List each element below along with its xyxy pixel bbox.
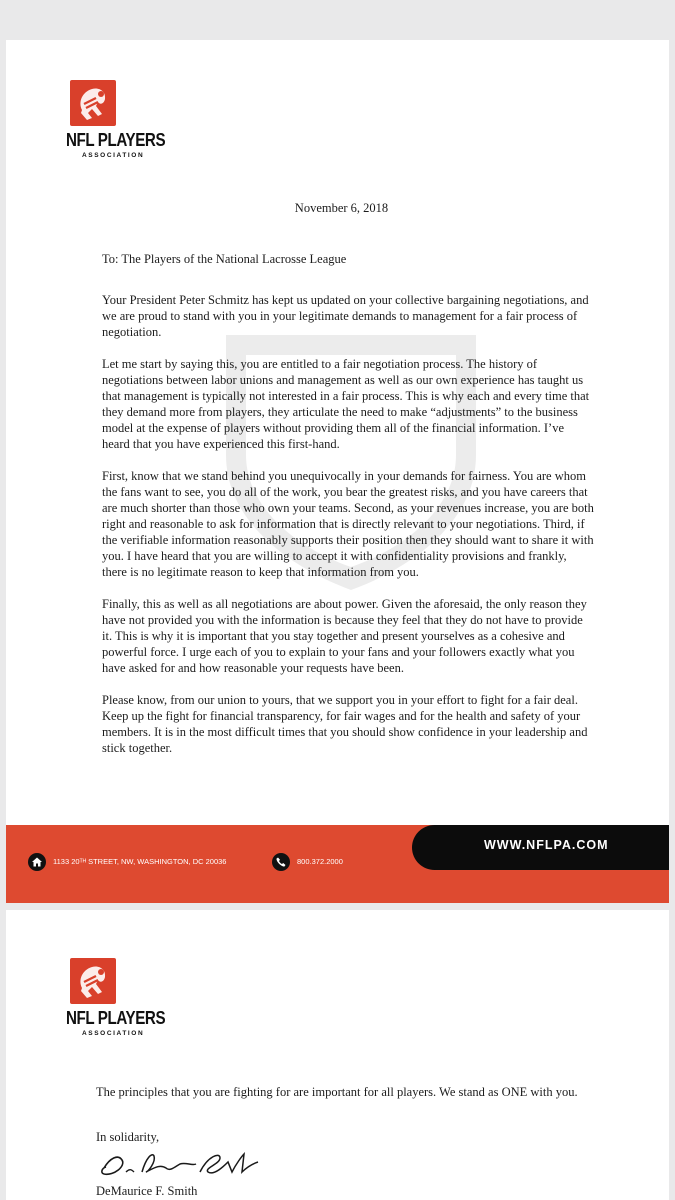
closing-paragraph: The principles that you are fighting for are important for all players. We stand as ONE with you.	[96, 1085, 578, 1099]
football-player-logo-icon	[70, 80, 116, 126]
phone-icon	[272, 853, 290, 871]
logo-text-association: ASSOCIATION	[82, 1030, 145, 1037]
paragraph: Let me start by saying this, you are entitled to a fair negotiation process. The history of negotiations between labor unions and management as well as our own experience has taught us that management is typically not interested in a fair process. This is why each and every time that they demand more from players, they articulate the need to make “adjustments” to the business model at the expense of players without providing them all of the financial information. I’ve heard that you have experienced this first-hand.	[102, 357, 590, 451]
letter-page-1	[6, 40, 669, 903]
footer-address: 1133 20ᵀᴴ STREET, NW, WASHINGTON, DC 20036	[53, 857, 227, 866]
handwritten-signature-icon	[96, 1142, 266, 1184]
logo-text-association: ASSOCIATION	[82, 152, 145, 159]
footer-phone: 800.372.2000	[297, 857, 343, 866]
paragraph: First, know that we stand behind you unequivocally in your demands for fairness. You are whom the fans want to see, you do all of the work, you bear the greatest risks, and you have careers that are much shorter than those who own your teams. Second, as your revenues increase, you are both right and reasonable to ask for information that is directly relevant to your negotiations. Third, if the verifiable information reasonably supports their position then they should want to share it with you. I have heard that you are willing to accept it with confidentiality provisions and frankly, there is no legitimate reason to keep that information from you.	[102, 469, 594, 579]
signer-name: DeMaurice F. Smith	[96, 1184, 198, 1198]
logo-text-nfl-players: NFL PLAYERS	[66, 129, 166, 150]
letter-body	[102, 292, 594, 772]
paragraph: Finally, this as well as all negotiations are about power. Given the aforesaid, the only reason they have not provided you with the information is because they feel that they do not have to provide it. This is why it is important that you stay together and present yourselves as a cohesive and powerful force. I urge each of you to explain to your fans and your followers exactly what you have asked for and how reasonable your requests have been.	[102, 597, 587, 675]
home-icon	[28, 853, 46, 871]
paragraph: Please know, from our union to yours, that we support you in your effort to fight for a fair deal. Keep up the fight for financial transparency, for fair wages and for the health and safety of your members. It is in the most difficult times that you should show confidence in your leadership and stick together.	[102, 693, 588, 755]
football-player-logo-icon	[70, 958, 116, 1004]
letter-date: November 6, 2018	[294, 201, 389, 215]
letter-recipient: To: The Players of the National Lacrosse League	[102, 252, 347, 266]
footer-url[interactable]: WWW.NFLPA.COM	[484, 838, 609, 852]
closing-salutation: In solidarity,	[96, 1130, 160, 1144]
logo-text-nfl-players: NFL PLAYERS	[66, 1007, 166, 1028]
paragraph: Your President Peter Schmitz has kept us updated on your collective bargaining negotiations, and we are proud to stand with you in your legitimate demands to management for a fair process of negotiation.	[102, 293, 589, 339]
